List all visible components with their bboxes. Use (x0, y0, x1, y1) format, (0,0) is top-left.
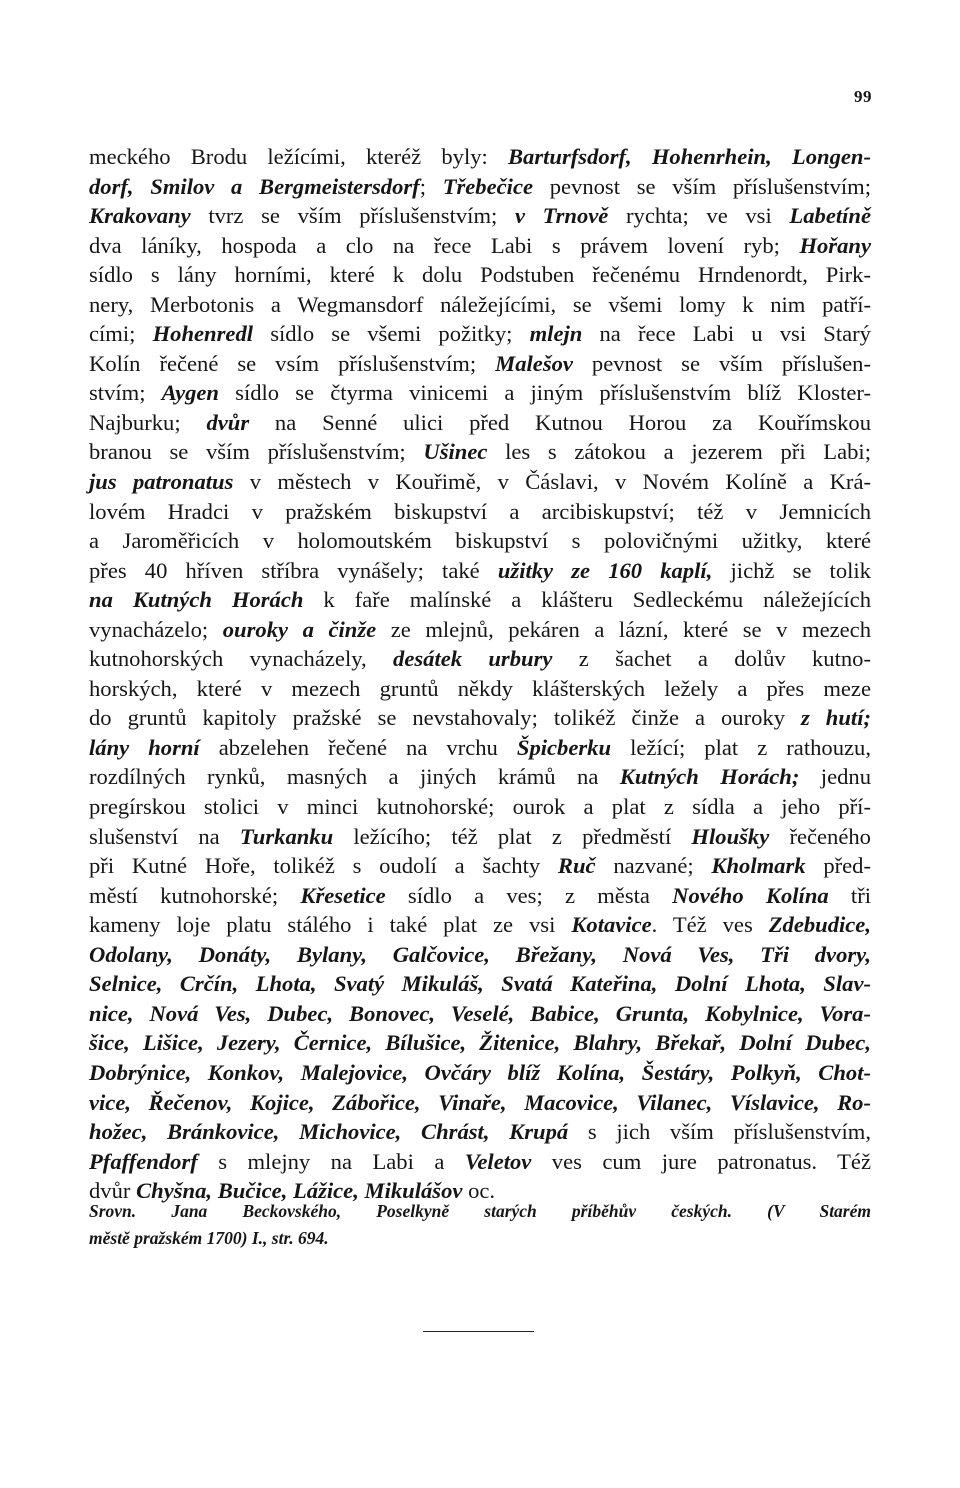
text-run: meckého Brodu ležícími, kteréž byly: (89, 144, 508, 169)
text-line (89, 999, 871, 1029)
text-run: při Kutné Hoře, tolikéž s oudolí a šachty (89, 853, 558, 879)
text-line (89, 556, 871, 586)
text-line (89, 703, 871, 733)
italic-term: desátek urbury (393, 646, 553, 672)
text-line (89, 1117, 871, 1147)
text-run: horských, které v mezech gruntů někdy klášterských ležely a přes meze (89, 675, 871, 701)
text-run: vynacházelo; (89, 616, 223, 642)
italic-term: Kholmark (711, 853, 806, 879)
text-run: ležící; plat z rathouzu, (611, 734, 871, 760)
text-run: pevnost se vším příslušen- (572, 350, 871, 376)
italic-term: lány horní (89, 734, 200, 760)
text-run: ; (419, 173, 443, 199)
italic-term: v Trnově (514, 203, 609, 229)
text-run: . Též ves (651, 912, 769, 938)
text-run: dvůr (89, 1178, 137, 1204)
text-run: a Jaroměřicích v holomoutském biskupství s polovičnými užitky, které (89, 528, 871, 554)
text-run: sídlo se čtyrma vinicemi a jiným příslušenstvím blíž Kloster- (218, 380, 871, 406)
text-run: k faře malínské a klášteru Sedleckému náležejících (303, 587, 871, 613)
text-line (89, 290, 871, 320)
text-run: ležícího; též plat z předměstí (333, 823, 692, 849)
text-line (89, 940, 871, 970)
italic-term: Pfaffendorf (89, 1148, 198, 1174)
italic-term: dorf, Smilov a Bergmeistersdorf (89, 173, 420, 199)
page-number: 99 (854, 87, 872, 106)
text-line (89, 910, 871, 940)
italic-term: vice, Řečenov, Kojice, Zábořice, Vinaře, Macovice, Vilanec, Víslavice, Ro- (89, 1089, 871, 1115)
text-run: nazvané; (595, 853, 712, 879)
text-line (89, 881, 871, 911)
text-line (89, 644, 871, 674)
italic-term: Barturfsdorf, Hohenrhein, Longen- (507, 144, 871, 169)
text-line (89, 408, 871, 438)
text-line (89, 201, 871, 231)
text-line (89, 467, 871, 497)
italic-term: Aygen (161, 380, 219, 406)
text-run: ves cum jure patronatus. Též (531, 1148, 871, 1174)
italic-term: z hutí; (801, 705, 871, 731)
text-run: abzelehen řečené na vrchu (199, 734, 517, 760)
text-line (89, 319, 871, 349)
text-run: pregírskou stolici v minci kutnohorské; ourok a plat z sídla a jeho pří- (89, 794, 871, 820)
text-line (89, 674, 871, 704)
italic-term: mlejn (529, 321, 583, 347)
italic-term: Dobrýnice, Konkov, Malejovice, Ovčáry blíž Kolína, Šestáry, Polkyň, Chot- (89, 1059, 871, 1085)
italic-term: Chyšna, Bučice, Lážice, Mikulášov (136, 1178, 463, 1204)
italic-term: Hohenredl (152, 321, 254, 347)
text-run: branou se vším příslušenstvím; (89, 439, 424, 465)
text-line (89, 792, 871, 822)
text-line (89, 969, 871, 999)
text-run: tři (828, 882, 871, 908)
italic-term: Kotavice (571, 912, 652, 938)
footnote-line: Srovn. Jana Beckovského, Poselkyně starých příběhův českých. (V Starém (89, 1201, 871, 1221)
italic-term: Špicberku (516, 734, 612, 760)
italic-term: šice, Lišice, Jezery, Černice, Bílušice, Žitenice, Blahry, Břekař, Dolní Dubec, (89, 1030, 871, 1056)
italic-term: Odolany, Donáty, Bylany, Galčovice, Břežany, Nová Ves, Tři dvory, (89, 941, 871, 967)
text-run: před- (805, 853, 871, 879)
text-run: dva láníky, hospoda a clo na řece Labi s právem lovení ryb; (89, 232, 800, 258)
text-run: slušenství na (89, 823, 240, 849)
text-line (89, 231, 871, 261)
italic-term: užitky ze 160 kaplí, (497, 557, 713, 583)
italic-term: Zdebudice, (768, 912, 871, 938)
italic-term: ouroky a činže (222, 616, 377, 642)
text-run: Najburku; (89, 409, 207, 435)
text-run: sídlo a ves; z města (385, 882, 673, 908)
italic-term: Křesetice (300, 882, 386, 908)
text-run: s jich vším příslušenstvím, (568, 1119, 872, 1145)
text-run: lovém Hradci v pražském biskupství a arcibiskupství; též v Jemnicích (89, 498, 871, 524)
text-line (89, 497, 871, 527)
text-line (89, 1147, 871, 1177)
italic-term: Turkanku (239, 823, 334, 849)
italic-term: Hořany (799, 232, 871, 258)
text-run: rychta; ve vsi (608, 203, 790, 229)
italic-term: hožec, Bránkovice, Michovice, Chrást, Krupá (89, 1119, 569, 1145)
text-line (89, 733, 871, 763)
italic-term: Nového Kolína (672, 882, 829, 908)
text-line (89, 585, 871, 615)
text-run: v městech v Kouřimě, v Čáslavi, v Novém Kolíně a Krá- (233, 469, 871, 495)
main-paragraph (89, 142, 871, 1206)
text-run: stvím; (89, 380, 162, 406)
text-run: ze mlejnů, pekáren a lázní, které se v mezech (376, 616, 871, 642)
text-run: sídlo se všemi požitky; (253, 321, 530, 347)
italic-term: dvůr (206, 409, 250, 435)
text-run: do gruntů kapitoly pražské se nevstahovaly; tolikéž činže a ouroky (89, 705, 801, 731)
end-rule (423, 1331, 534, 1332)
text-run: pevnost se vším příslušenstvím; (533, 173, 871, 199)
text-run: městí kutnohorské; (89, 882, 301, 908)
text-line (89, 615, 871, 645)
italic-term: nice, Nová Ves, Dubec, Bonovec, Veselé, Babice, Grunta, Kobylnice, Vora- (89, 1000, 871, 1026)
text-run: tvrz se vším příslušenstvím; (190, 203, 515, 229)
text-line (89, 437, 871, 467)
text-run: cími; (89, 321, 153, 347)
text-run: jednu (799, 764, 871, 790)
italic-term: Ušinec (423, 439, 488, 465)
text-run: les s zátokou a jezerem při Labi; (487, 439, 871, 465)
text-run: Kolín řečené se vsím příslušenstvím; (89, 350, 496, 376)
text-run: přes 40 hříven stříbra vynášely; také (89, 557, 498, 583)
text-run: kutnohorských vynacházely, (89, 646, 394, 672)
text-line (89, 822, 871, 852)
text-line (89, 142, 871, 172)
italic-term: Labetíně (789, 203, 871, 229)
text-run: sídlo s lány horními, které k dolu Podstuben řečenému Hrndenordt, Pirk- (89, 262, 871, 288)
text-line (89, 1028, 871, 1058)
text-run: řečeného (769, 823, 871, 849)
text-line (89, 762, 871, 792)
text-run: na Senné ulici před Kutnou Horou za Kouřímskou (249, 409, 871, 435)
footnote (89, 1198, 871, 1252)
italic-term: jus patronatus (89, 469, 234, 495)
text-line (89, 851, 871, 881)
italic-term: Malešov (495, 350, 573, 376)
italic-term: Ruč (557, 853, 596, 879)
text-run: s mlejny na Labi a (197, 1148, 465, 1174)
italic-term: Hloušky (691, 823, 770, 849)
text-line (89, 526, 871, 556)
text-line (89, 1058, 871, 1088)
text-run: na řece Labi u vsi Starý (582, 321, 871, 347)
italic-term: Krakovany (89, 203, 191, 229)
text-line (89, 260, 871, 290)
text-run: z šachet a dolův kutno- (552, 646, 871, 672)
text-line (89, 378, 871, 408)
text-run: oc. (462, 1178, 496, 1204)
text-line (89, 349, 871, 379)
text-line (89, 172, 871, 202)
italic-term: na Kutných Horách (89, 587, 304, 613)
footnote-line: městě pražském 1700) I., str. 694. (89, 1228, 329, 1248)
text-run: rozdílných rynků, masných a jiných krámů na (89, 764, 620, 790)
italic-term: Kutných Horách; (619, 764, 800, 790)
italic-term: Veletov (464, 1148, 532, 1174)
text-run: kameny loje platu stálého i také plat ze vsi (89, 912, 572, 938)
italic-term: Selnice, Crčín, Lhota, Svatý Mikuláš, Svatá Kateřina, Dolní Lhota, Slav- (89, 971, 871, 997)
text-run: nery, Merbotonis a Wegmansdorf náležejícími, se všemi lomy k nim patří- (89, 291, 871, 317)
italic-term: Třebečice (442, 173, 533, 199)
text-run: jichž se tolik (712, 557, 871, 583)
text-line (89, 1088, 871, 1118)
